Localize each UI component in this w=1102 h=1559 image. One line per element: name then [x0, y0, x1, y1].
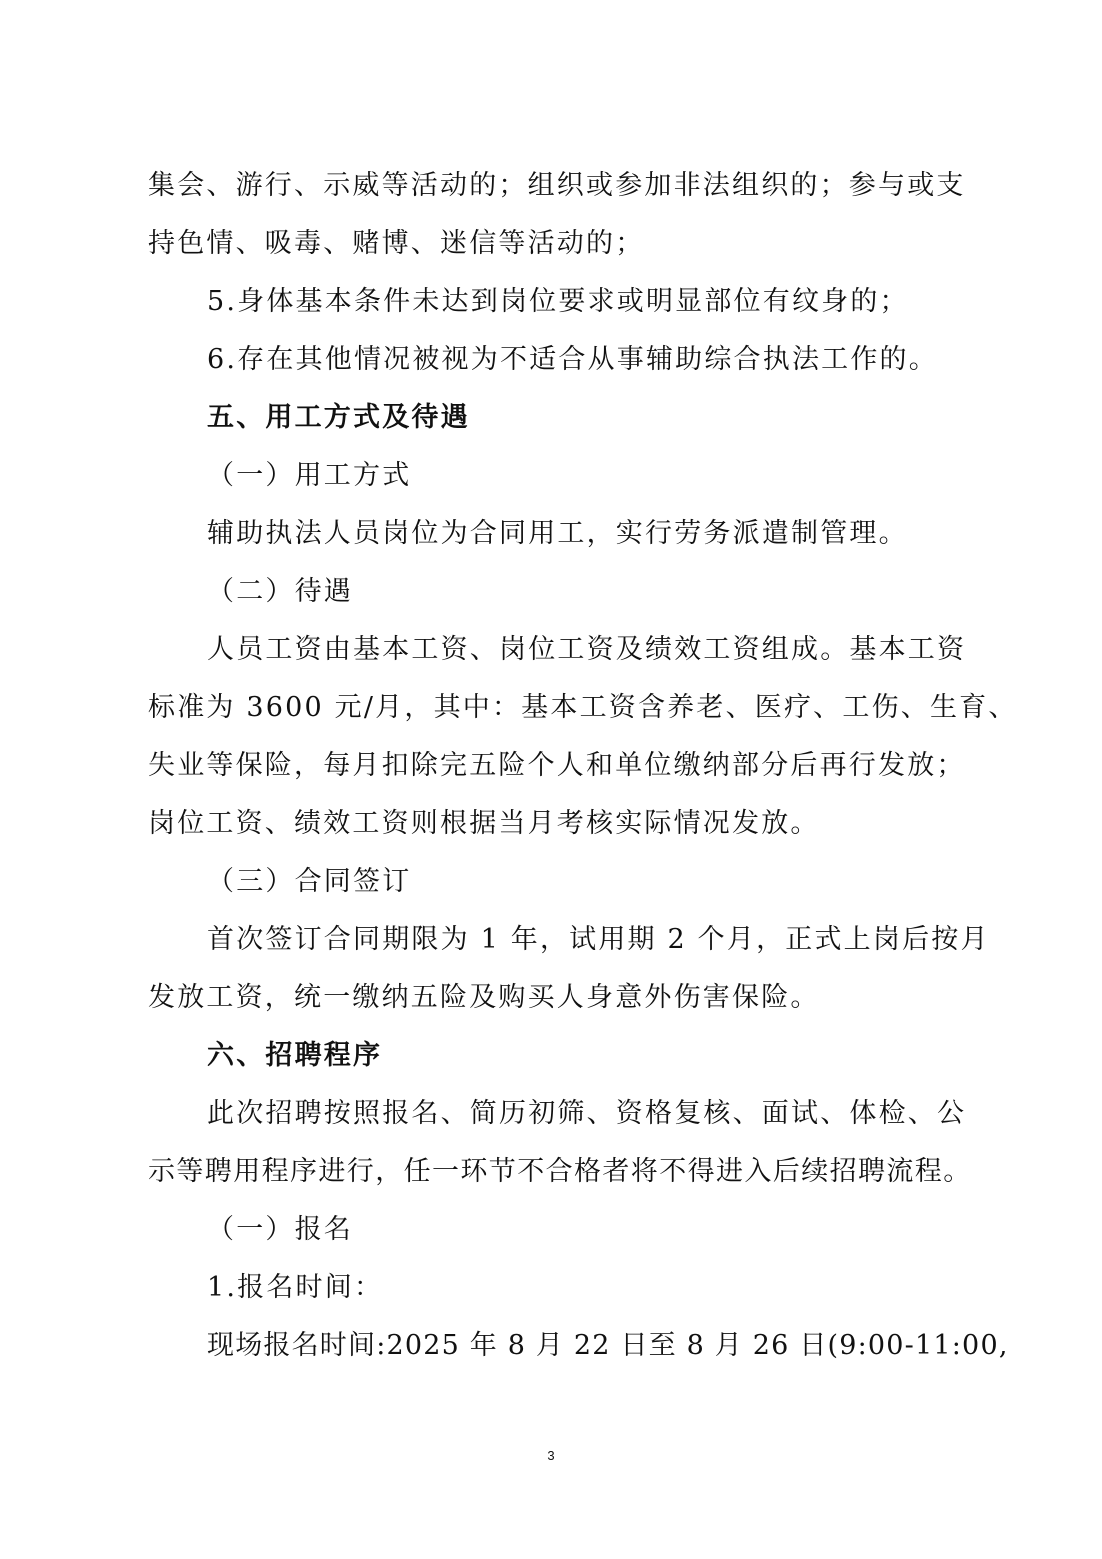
subsection-heading: （一）报名: [207, 1214, 353, 1245]
paragraph-line: 首次签订合同期限为 1 年，试用期 2 个月，正式上岗后按月: [207, 924, 990, 955]
paragraph-line: 人员工资由基本工资、岗位工资及绩效工资组成。基本工资: [207, 634, 967, 665]
subsection-heading: （一）用工方式: [207, 460, 412, 491]
page-number: 3: [547, 1448, 555, 1463]
paragraph-line: 现场报名时间:2025 年 8 月 22 日至 8 月 26 日(9:00-11:00,: [207, 1330, 1009, 1361]
subsection-heading: （二）待遇: [207, 576, 353, 607]
paragraph-line: 此次招聘按照报名、简历初筛、资格复核、面试、体检、公: [207, 1098, 967, 1129]
list-item: 1.报名时间：: [207, 1272, 384, 1303]
paragraph-line: 辅助执法人员岗位为合同用工，实行劳务派遣制管理。: [207, 518, 908, 549]
paragraph-line: 标准为 3600 元/月，其中：基本工资含养老、医疗、工伤、生育、: [148, 692, 1018, 723]
paragraph-line: 持色情、吸毒、赌博、迷信等活动的；: [148, 228, 645, 259]
paragraph-line: 岗位工资、绩效工资则根据当月考核实际情况发放。: [148, 808, 820, 839]
list-item: 6.存在其他情况被视为不适合从事辅助综合执法工作的。: [207, 344, 938, 375]
list-item: 5.身体基本条件未达到岗位要求或明显部位有纹身的；: [207, 286, 909, 317]
paragraph-line: 失业等保险，每月扣除完五险个人和单位缴纳部分后再行发放；: [148, 750, 966, 781]
section-heading: 五、用工方式及待遇: [207, 402, 470, 433]
paragraph-line: 发放工资，统一缴纳五险及购买人身意外伤害保险。: [148, 982, 820, 1013]
section-heading: 六、招聘程序: [207, 1040, 383, 1071]
paragraph-line: 示等聘用程序进行，任一环节不合格者将不得进入后续招聘流程。: [148, 1156, 972, 1187]
paragraph-line: 集会、游行、示威等活动的；组织或参加非法组织的；参与或支: [148, 170, 966, 201]
subsection-heading: （三）合同签订: [207, 866, 412, 897]
